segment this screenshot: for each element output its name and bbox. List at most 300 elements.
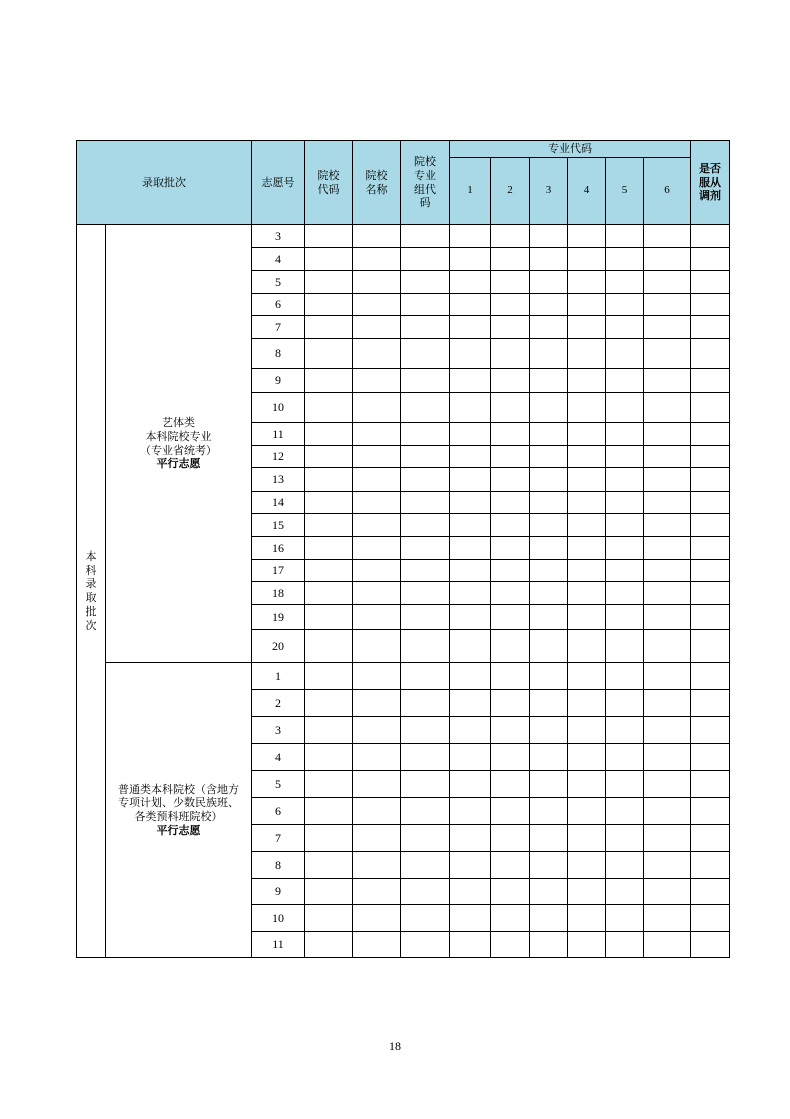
school-code-cell[interactable] [305,248,353,271]
major-group-code-cell[interactable] [401,537,450,560]
major-group-code-cell[interactable] [401,582,450,605]
school-code-cell[interactable] [305,905,353,932]
major-code-2-cell[interactable] [491,905,530,932]
major-code-6-cell[interactable] [644,879,691,905]
wish-number-cell: 3 [252,717,305,744]
major-code-3-cell[interactable] [530,316,568,339]
major-code-1-cell[interactable] [450,744,491,771]
major-code-4-cell[interactable] [568,879,606,905]
major-group-code-cell[interactable] [401,932,450,958]
major-group-code-cell[interactable] [401,339,450,369]
major-code-4-cell[interactable] [568,717,606,744]
major-code-1-cell[interactable] [450,932,491,958]
major-code-4-cell[interactable] [568,294,606,316]
major-code-5-cell[interactable] [606,771,644,798]
major-code-5-cell[interactable] [606,514,644,537]
major-code-3-cell[interactable] [530,468,568,492]
adjust-cell[interactable] [691,468,730,492]
major-code-4-cell[interactable] [568,630,606,663]
major-code-3-cell[interactable] [530,492,568,514]
major-group-code-cell[interactable] [401,248,450,271]
major-code-4-cell[interactable] [568,446,606,468]
major-code-5-cell[interactable] [606,225,644,248]
school-code-cell[interactable] [305,630,353,663]
major-code-2-cell[interactable] [491,825,530,852]
adjust-cell[interactable] [691,560,730,582]
major-code-4-cell[interactable] [568,468,606,492]
adjust-cell[interactable] [691,582,730,605]
major-code-3-cell[interactable] [530,339,568,369]
adjust-cell[interactable] [691,339,730,369]
school-name-cell[interactable] [353,225,401,248]
header-school-name: 院校 名称 [353,141,401,225]
major-code-1-cell[interactable] [450,905,491,932]
school-name-cell[interactable] [353,446,401,468]
school-code-cell[interactable] [305,852,353,879]
major-code-1-cell[interactable] [450,339,491,369]
major-group-code-cell[interactable] [401,852,450,879]
major-code-4-cell[interactable] [568,932,606,958]
major-code-2-cell[interactable] [491,468,530,492]
school-code-cell[interactable] [305,271,353,294]
major-code-5-cell[interactable] [606,932,644,958]
major-code-2-cell[interactable] [491,537,530,560]
major-code-3-cell[interactable] [530,560,568,582]
major-code-6-cell[interactable] [644,514,691,537]
school-name-cell[interactable] [353,248,401,271]
major-code-3-cell[interactable] [530,446,568,468]
major-code-1-cell[interactable] [450,492,491,514]
major-code-6-cell[interactable] [644,248,691,271]
major-group-code-cell[interactable] [401,663,450,690]
major-code-3-cell[interactable] [530,630,568,663]
major-code-5-cell[interactable] [606,825,644,852]
major-code-5-cell[interactable] [606,468,644,492]
major-group-code-cell[interactable] [401,560,450,582]
school-name-cell[interactable] [353,423,401,446]
major-code-1-cell[interactable] [450,771,491,798]
major-code-4-cell[interactable] [568,492,606,514]
major-code-5-cell[interactable] [606,316,644,339]
major-code-1-cell[interactable] [450,514,491,537]
major-code-1-cell[interactable] [450,630,491,663]
school-code-cell[interactable] [305,717,353,744]
major-code-6-cell[interactable] [644,294,691,316]
major-code-2-cell[interactable] [491,225,530,248]
major-code-5-cell[interactable] [606,605,644,630]
school-name-cell[interactable] [353,932,401,958]
adjust-cell[interactable] [691,825,730,852]
major-code-1-cell[interactable] [450,560,491,582]
major-code-1-cell[interactable] [450,825,491,852]
major-group-code-cell[interactable] [401,271,450,294]
major-code-4-cell[interactable] [568,271,606,294]
adjust-cell[interactable] [691,248,730,271]
major-code-5-cell[interactable] [606,905,644,932]
major-group-code-cell[interactable] [401,825,450,852]
major-code-6-cell[interactable] [644,905,691,932]
major-code-5-cell[interactable] [606,744,644,771]
major-code-1-cell[interactable] [450,225,491,248]
major-code-3-cell[interactable] [530,369,568,393]
major-group-code-cell[interactable] [401,771,450,798]
school-code-cell[interactable] [305,423,353,446]
major-code-2-cell[interactable] [491,690,530,717]
adjust-cell[interactable] [691,492,730,514]
major-code-3-cell[interactable] [530,905,568,932]
major-code-5-cell[interactable] [606,393,644,423]
major-code-4-cell[interactable] [568,316,606,339]
major-code-2-cell[interactable] [491,932,530,958]
school-name-cell[interactable] [353,717,401,744]
school-name-cell[interactable] [353,316,401,339]
major-code-4-cell[interactable] [568,339,606,369]
major-code-6-cell[interactable] [644,225,691,248]
major-code-2-cell[interactable] [491,514,530,537]
major-code-4-cell[interactable] [568,663,606,690]
major-code-3-cell[interactable] [530,798,568,825]
major-code-5-cell[interactable] [606,663,644,690]
major-code-1-cell[interactable] [450,690,491,717]
major-code-5-cell[interactable] [606,446,644,468]
school-name-cell[interactable] [353,852,401,879]
major-code-6-cell[interactable] [644,825,691,852]
major-code-5-cell[interactable] [606,271,644,294]
major-code-5-cell[interactable] [606,248,644,271]
major-code-3-cell[interactable] [530,294,568,316]
major-code-2-cell[interactable] [491,798,530,825]
major-group-code-cell[interactable] [401,744,450,771]
adjust-cell[interactable] [691,771,730,798]
school-code-cell[interactable] [305,744,353,771]
major-code-2-cell[interactable] [491,663,530,690]
major-code-5-cell[interactable] [606,852,644,879]
major-code-6-cell[interactable] [644,690,691,717]
adjust-cell[interactable] [691,605,730,630]
major-code-2-cell[interactable] [491,446,530,468]
adjust-cell[interactable] [691,879,730,905]
major-code-2-cell[interactable] [491,393,530,423]
major-code-1-cell[interactable] [450,423,491,446]
major-code-4-cell[interactable] [568,393,606,423]
major-code-1-cell[interactable] [450,605,491,630]
school-code-cell[interactable] [305,468,353,492]
major-group-code-cell[interactable] [401,423,450,446]
major-code-6-cell[interactable] [644,582,691,605]
wish-number-cell: 15 [252,514,305,537]
major-code-6-cell[interactable] [644,771,691,798]
major-group-code-cell[interactable] [401,717,450,744]
adjust-cell[interactable] [691,630,730,663]
major-code-4-cell[interactable] [568,825,606,852]
adjust-cell[interactable] [691,294,730,316]
school-code-cell[interactable] [305,560,353,582]
table-row [77,225,730,248]
major-code-1-cell[interactable] [450,369,491,393]
major-code-6-cell[interactable] [644,492,691,514]
school-name-cell[interactable] [353,582,401,605]
major-group-code-cell[interactable] [401,798,450,825]
school-code-cell[interactable] [305,446,353,468]
school-name-cell[interactable] [353,560,401,582]
school-name-cell[interactable] [353,393,401,423]
major-code-2-cell[interactable] [491,560,530,582]
major-code-2-cell[interactable] [491,852,530,879]
major-code-3-cell[interactable] [530,393,568,423]
major-code-4-cell[interactable] [568,225,606,248]
header-batch: 录取批次 [77,141,252,225]
major-code-3-cell[interactable] [530,582,568,605]
major-code-4-cell[interactable] [568,905,606,932]
adjust-cell[interactable] [691,932,730,958]
major-code-6-cell[interactable] [644,271,691,294]
major-code-6-cell[interactable] [644,468,691,492]
adjust-cell[interactable] [691,744,730,771]
major-code-2-cell[interactable] [491,369,530,393]
school-code-cell[interactable] [305,825,353,852]
major-group-code-cell[interactable] [401,468,450,492]
major-code-4-cell[interactable] [568,514,606,537]
major-code-4-cell[interactable] [568,690,606,717]
major-group-code-cell[interactable] [401,225,450,248]
page-number: 18 [389,1039,401,1053]
major-code-1-cell[interactable] [450,316,491,339]
major-code-1-cell[interactable] [450,393,491,423]
major-code-3-cell[interactable] [530,423,568,446]
school-name-cell[interactable] [353,605,401,630]
major-code-1-cell[interactable] [450,294,491,316]
major-code-5-cell[interactable] [606,690,644,717]
major-code-6-cell[interactable] [644,560,691,582]
school-name-cell[interactable] [353,271,401,294]
major-code-3-cell[interactable] [530,744,568,771]
major-code-2-cell[interactable] [491,316,530,339]
school-name-cell[interactable] [353,744,401,771]
school-code-cell[interactable] [305,582,353,605]
school-name-cell[interactable] [353,663,401,690]
adjust-cell[interactable] [691,271,730,294]
school-name-cell[interactable] [353,630,401,663]
major-code-3-cell[interactable] [530,663,568,690]
major-code-1-cell[interactable] [450,798,491,825]
major-code-6-cell[interactable] [644,537,691,560]
school-name-cell[interactable] [353,369,401,393]
major-code-3-cell[interactable] [530,932,568,958]
major-code-6-cell[interactable] [644,369,691,393]
school-name-cell[interactable] [353,514,401,537]
major-code-3-cell[interactable] [530,271,568,294]
major-code-2-cell[interactable] [491,744,530,771]
wish-number-cell: 11 [252,423,305,446]
major-code-6-cell[interactable] [644,932,691,958]
major-code-4-cell[interactable] [568,852,606,879]
school-name-cell[interactable] [353,537,401,560]
school-name-cell[interactable] [353,468,401,492]
school-code-cell[interactable] [305,879,353,905]
major-code-2-cell[interactable] [491,248,530,271]
major-code-6-cell[interactable] [644,744,691,771]
major-group-code-cell[interactable] [401,514,450,537]
major-code-3-cell[interactable] [530,537,568,560]
major-code-6-cell[interactable] [644,717,691,744]
major-code-6-cell[interactable] [644,339,691,369]
major-code-1-cell[interactable] [450,582,491,605]
adjust-cell[interactable] [691,663,730,690]
major-code-4-cell[interactable] [568,560,606,582]
major-code-6-cell[interactable] [644,605,691,630]
school-code-cell[interactable] [305,932,353,958]
major-group-code-cell[interactable] [401,879,450,905]
major-code-6-cell[interactable] [644,316,691,339]
major-code-2-cell[interactable] [491,339,530,369]
major-code-2-cell[interactable] [491,717,530,744]
major-code-5-cell[interactable] [606,339,644,369]
major-code-3-cell[interactable] [530,825,568,852]
major-group-code-cell[interactable] [401,690,450,717]
major-code-6-cell[interactable] [644,663,691,690]
school-name-cell[interactable] [353,294,401,316]
major-code-3-cell[interactable] [530,879,568,905]
wish-number-cell: 20 [252,630,305,663]
school-code-cell[interactable] [305,294,353,316]
major-code-4-cell[interactable] [568,582,606,605]
school-code-cell[interactable] [305,316,353,339]
major-code-5-cell[interactable] [606,630,644,663]
major-code-4-cell[interactable] [568,369,606,393]
major-code-4-cell[interactable] [568,423,606,446]
major-code-1-cell[interactable] [450,446,491,468]
school-code-cell[interactable] [305,690,353,717]
major-code-2-cell[interactable] [491,492,530,514]
school-code-cell[interactable] [305,369,353,393]
major-code-2-cell[interactable] [491,771,530,798]
school-name-cell[interactable] [353,771,401,798]
major-group-code-cell[interactable] [401,369,450,393]
major-code-1-cell[interactable] [450,248,491,271]
major-code-5-cell[interactable] [606,798,644,825]
header-major-code: 专业代码 [450,141,691,158]
school-code-cell[interactable] [305,339,353,369]
major-code-6-cell[interactable] [644,393,691,423]
major-code-4-cell[interactable] [568,248,606,271]
adjust-cell[interactable] [691,514,730,537]
major-code-1-cell[interactable] [450,537,491,560]
major-group-code-cell[interactable] [401,630,450,663]
major-code-6-cell[interactable] [644,423,691,446]
adjust-cell[interactable] [691,423,730,446]
school-name-cell[interactable] [353,339,401,369]
major-code-4-cell[interactable] [568,798,606,825]
major-code-2-cell[interactable] [491,423,530,446]
major-code-5-cell[interactable] [606,717,644,744]
school-code-cell[interactable] [305,663,353,690]
major-code-6-cell[interactable] [644,798,691,825]
major-code-3-cell[interactable] [530,514,568,537]
major-group-code-cell[interactable] [401,294,450,316]
adjust-cell[interactable] [691,537,730,560]
major-code-1-cell[interactable] [450,468,491,492]
major-code-5-cell[interactable] [606,492,644,514]
major-code-5-cell[interactable] [606,582,644,605]
major-code-3-cell[interactable] [530,248,568,271]
adjust-cell[interactable] [691,446,730,468]
adjust-cell[interactable] [691,225,730,248]
major-group-code-cell[interactable] [401,446,450,468]
major-group-code-cell[interactable] [401,316,450,339]
major-code-4-cell[interactable] [568,605,606,630]
major-code-3-cell[interactable] [530,605,568,630]
major-code-1-cell[interactable] [450,663,491,690]
school-code-cell[interactable] [305,537,353,560]
major-group-code-cell[interactable] [401,605,450,630]
school-code-cell[interactable] [305,225,353,248]
major-code-6-cell[interactable] [644,852,691,879]
adjust-cell[interactable] [691,852,730,879]
school-name-cell[interactable] [353,825,401,852]
major-code-5-cell[interactable] [606,879,644,905]
school-code-cell[interactable] [305,393,353,423]
adjust-cell[interactable] [691,798,730,825]
major-code-3-cell[interactable] [530,225,568,248]
school-code-cell[interactable] [305,605,353,630]
school-code-cell[interactable] [305,514,353,537]
major-code-3-cell[interactable] [530,852,568,879]
major-code-2-cell[interactable] [491,630,530,663]
adjust-cell[interactable] [691,393,730,423]
wish-number-cell: 7 [252,825,305,852]
major-code-1-cell[interactable] [450,879,491,905]
major-code-5-cell[interactable] [606,423,644,446]
major-code-1-cell[interactable] [450,271,491,294]
adjust-cell[interactable] [691,717,730,744]
major-code-5-cell[interactable] [606,294,644,316]
adjust-cell[interactable] [691,905,730,932]
major-code-1-cell[interactable] [450,717,491,744]
major-code-2-cell[interactable] [491,879,530,905]
major-group-code-cell[interactable] [401,393,450,423]
major-code-3-cell[interactable] [530,717,568,744]
school-code-cell[interactable] [305,492,353,514]
major-code-3-cell[interactable] [530,771,568,798]
school-name-cell[interactable] [353,690,401,717]
major-code-5-cell[interactable] [606,560,644,582]
major-code-3-cell[interactable] [530,690,568,717]
school-code-cell[interactable] [305,798,353,825]
major-group-code-cell[interactable] [401,905,450,932]
adjust-cell[interactable] [691,369,730,393]
major-code-2-cell[interactable] [491,582,530,605]
school-name-cell[interactable] [353,879,401,905]
school-code-cell[interactable] [305,771,353,798]
major-group-code-cell[interactable] [401,492,450,514]
major-code-4-cell[interactable] [568,744,606,771]
adjust-cell[interactable] [691,690,730,717]
major-code-4-cell[interactable] [568,537,606,560]
major-code-6-cell[interactable] [644,446,691,468]
adjust-cell[interactable] [691,316,730,339]
major-code-1-cell[interactable] [450,852,491,879]
major-code-6-cell[interactable] [644,630,691,663]
school-name-cell[interactable] [353,905,401,932]
major-code-2-cell[interactable] [491,605,530,630]
school-name-cell[interactable] [353,492,401,514]
major-code-2-cell[interactable] [491,271,530,294]
major-code-5-cell[interactable] [606,369,644,393]
major-code-4-cell[interactable] [568,771,606,798]
major-code-5-cell[interactable] [606,537,644,560]
school-name-cell[interactable] [353,798,401,825]
major-code-2-cell[interactable] [491,294,530,316]
